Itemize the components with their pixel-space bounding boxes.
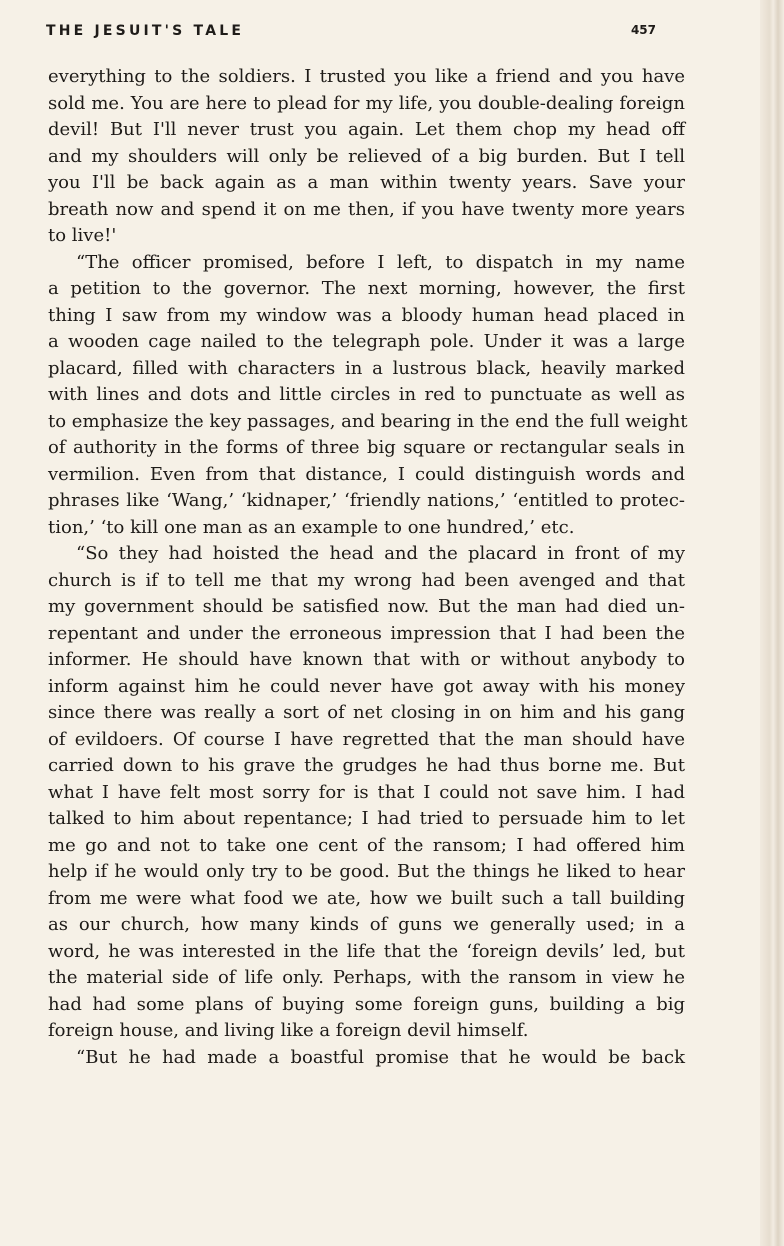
page-edge [760, 0, 784, 1246]
text-line: inform against him he could never have got away with his money [48, 675, 685, 697]
text-line: informer. He should have known that with or without anybody to [48, 649, 685, 670]
text-line: of authority in the forms of three big square or rectangular seals in [48, 437, 685, 458]
text-line: a wooden cage nailed to the telegraph pole. Under it was a large [48, 331, 685, 352]
text-line: the material side of life only. Perhaps, with the ransom in view he [48, 967, 685, 988]
text-line: placard, filled with characters in a lustrous black, heavily marked [48, 357, 685, 379]
text-line: what I have felt most sorry for is that I could not save him. I had [48, 781, 685, 803]
text-line: “So they had hoisted the head and the placard in front of my [76, 543, 685, 564]
page-header [46, 23, 656, 43]
text-line: a petition to the governor. The next morning, however, the first [48, 278, 685, 299]
text-line: carried down to his grave the grudges he had thus borne me. But [48, 755, 685, 776]
text-line: everything to the soldiers. I trusted you like a friend and you have [48, 66, 685, 87]
text-line: devil! But I'll never trust you again. Let them chop my head off [48, 119, 685, 140]
text-line: help if he would only try to be good. But the things he liked to hear [48, 861, 685, 882]
text-line: “But he had made a boastful promise that he would be back [76, 1046, 685, 1068]
text-line: since there was really a sort of net closing in on him and his gang [48, 702, 685, 723]
text-line: me go and not to take one cent of the ransom; I had offered him [48, 834, 685, 856]
text-line: of evildoers. Of course I have regretted that the man should have [48, 728, 685, 750]
text-line: word, he was interested in the life that the ‘foreign devils’ led, but [48, 940, 685, 962]
text-line: breath now and spend it on me then, if you have twenty more years [48, 198, 685, 220]
page-number: 457 [630, 23, 656, 37]
text-line: sold me. You are here to plead for my life, you double-dealing foreign [48, 92, 685, 114]
text-line: and my shoulders will only be relieved of a big burden. But I tell [48, 145, 685, 167]
text-line: phrases like ‘Wang,’ ‘kidnaper,’ ‘friendly nations,’ ‘entitled to protec- [48, 490, 685, 511]
text-line: as our church, how many kinds of guns we generally used; in a [48, 914, 685, 935]
text-line: to live!' [48, 225, 117, 246]
text-line: tion,’ ‘to kill one man as an example to one hundred,’ etc. [48, 516, 575, 538]
body-text [48, 64, 688, 1071]
text-line: vermilion. Even from that distance, I could distinguish words and [48, 463, 685, 485]
text-line: foreign house, and living like a foreign devil himself. [48, 1020, 529, 1041]
text-line: you I'll be back again as a man within twenty years. Save your [48, 172, 685, 193]
text-line: talked to him about repentance; I had tried to persuade him to let [48, 808, 685, 829]
text-line: thing I saw from my window was a bloody human head placed in [48, 304, 685, 326]
text-line: with lines and dots and little circles in red to punctuate as well as [48, 384, 685, 405]
text-line: repentant and under the erroneous impression that I had been the [48, 622, 685, 644]
text-line: my government should be satisfied now. But the man had died un- [48, 596, 685, 617]
text-line: to emphasize the key passages, and bearing in the end the full weight [48, 410, 688, 432]
text-line: church is if to tell me that my wrong had been avenged and that [48, 569, 685, 591]
text-line: from me were what food we ate, how we built such a tall building [48, 887, 685, 909]
text-line: “The officer promised, before I left, to dispatch in my name [76, 251, 685, 273]
running-head: THE JESUIT'S TALE [46, 23, 245, 39]
text-line: had had some plans of buying some foreign guns, building a big [48, 993, 685, 1015]
